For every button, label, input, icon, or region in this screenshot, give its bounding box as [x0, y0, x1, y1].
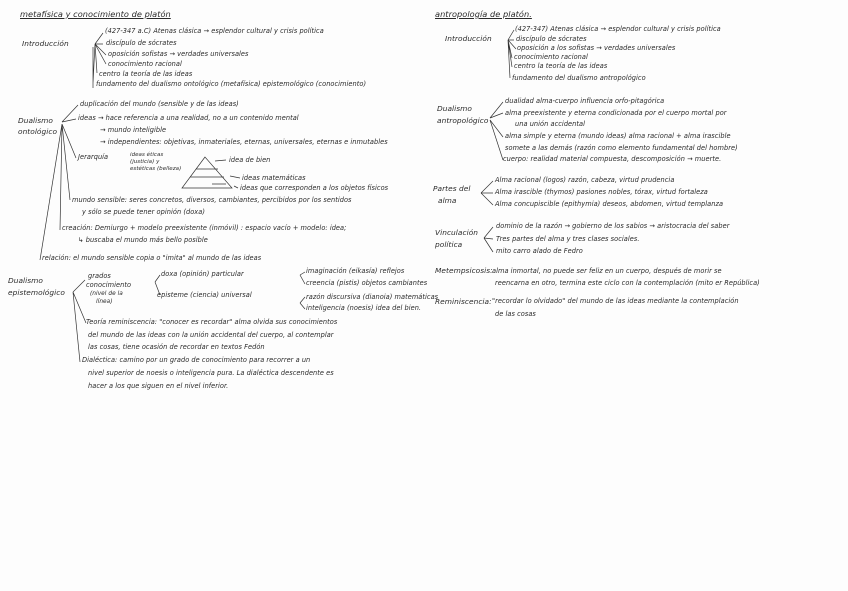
doxa-item: doxa (opinión) particular [161, 270, 244, 278]
right-intro-item: (427-347) Atenas clásica → esplendor cultural y crisis política [515, 25, 721, 33]
left-intro-item: fundamento del dualismo ontológico (metafísica) epistemológico (conocimiento) [96, 80, 367, 88]
left-intro-item: oposición sofistas → verdades universales [108, 50, 249, 58]
right-intro-item: centro la teoría de las ideas [514, 62, 608, 70]
soul-part-item: Alma racional (logos) razón, cabeza, virtud prudencia [495, 176, 675, 184]
epistemological-line: nivel superior de noesis o inteligencia pura. La dialéctica descendente es [88, 369, 334, 377]
knowledge-level: creencia (pistis) objetos cambiantes [306, 279, 428, 287]
hierarchy-level: ideas que corresponden a los objetos físicos [240, 184, 389, 192]
knowledge-level: imaginación (eikasía) reflejos [306, 267, 405, 275]
anthropological-item: cuerpo: realidad material compuesta, descomposición → muerte. [503, 155, 722, 163]
metempsychosis-line: alma inmortal, no puede ser feliz en un cuerpo, después de morir se [492, 267, 722, 275]
knowledge-level: inteligencia (noesis) idea del bien. [306, 304, 422, 312]
anthropological-item: una unión accidental [515, 120, 585, 128]
right-intro-item: discípulo de sócrates [516, 35, 587, 43]
soul-part-item: Alma irascible (thymos) pasiones nobles, tórax, virtud fortaleza [495, 188, 708, 196]
epistemological-label: Dualismo [8, 276, 43, 285]
reminiscence-label: Reminiscencia: [435, 297, 492, 306]
hierarchy-level: ideas matemáticas [242, 174, 306, 182]
reminiscence-line: de las cosas [495, 310, 536, 318]
episteme-item: episteme (ciencia) universal [157, 291, 252, 299]
anthropological-item: somete a las demás (razón como elemento fundamental del hombre) [505, 144, 738, 152]
epistemological-label: epistemológico [8, 288, 65, 297]
reminiscence-line: "recordar lo olvidado" del mundo de las ideas mediante la contemplación [492, 297, 739, 305]
right-intro-item: conocimiento racional [514, 53, 588, 61]
anthropological-label: antropológico [437, 116, 489, 125]
left-intro-item: discípulo de sócrates [106, 39, 177, 47]
soul-parts-label: Partes del [433, 184, 471, 193]
left-intro-item: conocimiento racional [108, 60, 182, 68]
ontological-item: mundo sensible: seres concretos, diversos, cambiantes, percibidos por los sentidos [72, 196, 352, 204]
left-title: metafísica y conocimiento de platón [20, 9, 171, 19]
ontological-item: creación: Demiurgo + modelo preexistente (inmóvil) : espacio vacío + modelo: idea; [62, 224, 347, 232]
right-intro-label: Introducción [445, 34, 492, 43]
ontological-label: ontológico [18, 127, 58, 136]
politics-item: Tres partes del alma y tres clases sociales. [496, 235, 640, 243]
right-title: antropología de platón. [435, 9, 532, 19]
ontological-item: y sólo se puede tener opinión (doxa) [82, 208, 205, 216]
politics-item: mito carro alado de Fedro [496, 247, 583, 255]
soul-parts-label: alma [438, 196, 457, 205]
politics-label: política [435, 240, 463, 249]
metempsychosis-line: reencarna en otro, termina este ciclo con la contemplación (mito er República) [495, 279, 760, 287]
left-intro-item: (427-347 a.C) Atenas clásica → esplendor cultural y crisis política [105, 27, 324, 35]
hierarchy-side-label: (justicia) y [130, 159, 160, 165]
metempsychosis-label: Metempsicosis: [435, 266, 493, 275]
hierarchy-level: idea de bien [229, 156, 271, 164]
grades-label: conocimiento [86, 281, 132, 289]
ontological-item: relación: el mundo sensible copia o "imita" al mundo de las ideas [42, 254, 262, 262]
left-intro-label: Introducción [22, 39, 69, 48]
anthropological-label: Dualismo [437, 104, 472, 113]
hierarchy-side-label: estéticas (belleza) [130, 166, 182, 172]
grades-label: (nivel de la [90, 291, 123, 297]
ontological-item: → independientes: objetivas, inmateriales, eternas, universales, eternas e inmutables [100, 138, 388, 146]
grades-label: grados [88, 272, 111, 280]
politics-item: dominio de la razón → gobierno de los sabios → aristocracia del saber [496, 222, 730, 230]
ontological-item: duplicación del mundo (sensible y de las ideas) [80, 100, 239, 108]
right-intro-item: oposición a los sofistas → verdades universales [517, 44, 676, 52]
epistemological-line: Teoría reminiscencia: "conocer es recordar" alma olvida sus conocimientos [86, 318, 338, 326]
ontological-item: ideas → hace referencia a una realidad, no a un contenido mental [78, 114, 299, 122]
epistemological-line: hacer a los que siguen en el nivel inferior. [88, 382, 229, 390]
ontological-item: ↳ buscaba el mundo más bello posible [78, 236, 208, 244]
ontological-item: → mundo inteligible [100, 126, 167, 134]
anthropological-item: alma simple y eterna (mundo ideas) alma racional + alma irascible [505, 132, 731, 140]
knowledge-level: razón discursiva (dianoia) matemáticas [306, 293, 439, 301]
politics-label: Vinculación [435, 228, 478, 237]
hierarchy-label: Jerarquía [78, 153, 109, 161]
epistemological-line: Dialéctica: camino por un grado de conocimiento para recorrer a un [82, 356, 311, 364]
right-intro-item: fundamento del dualismo antropológico [512, 74, 646, 82]
epistemological-line: del mundo de las ideas con la unión accidental del cuerpo, al contemplar [88, 331, 334, 339]
hierarchy-side-label: ideas éticas [130, 152, 164, 158]
soul-part-item: Alma concupiscible (epithymia) deseos, abdomen, virtud templanza [495, 200, 724, 208]
anthropological-item: alma preexistente y eterna condicionada por el cuerpo mortal por [505, 109, 727, 117]
left-intro-item: centro la teoría de las ideas [99, 70, 193, 78]
grades-label: línea) [96, 299, 113, 305]
epistemological-line: las cosas, tiene ocasión de recordar en textos Fedón [88, 343, 265, 351]
anthropological-item: dualidad alma-cuerpo influencia orfo-pitagórica [505, 97, 665, 105]
ontological-label: Dualismo [18, 116, 53, 125]
